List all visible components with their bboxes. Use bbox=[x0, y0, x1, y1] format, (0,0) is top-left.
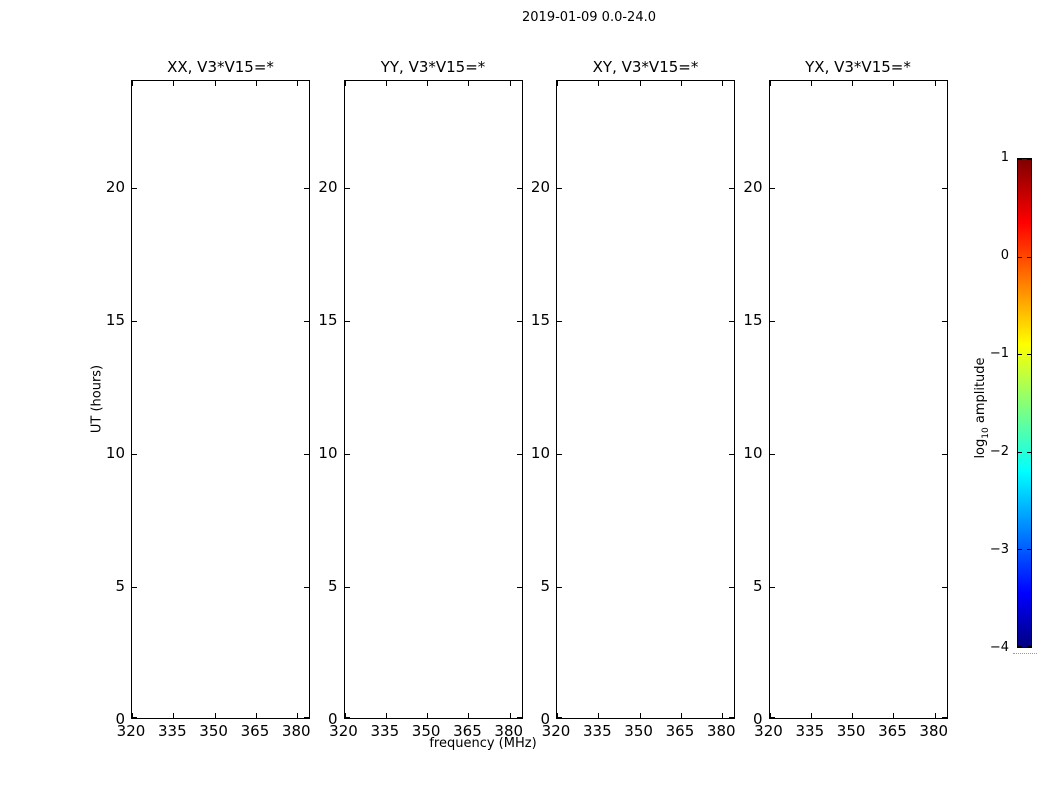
x-axis-label: frequency (MHz) bbox=[429, 736, 537, 751]
x-tick-mark bbox=[468, 713, 469, 718]
x-tick-label: 335 bbox=[157, 722, 187, 740]
colorbar-tick-label: 1 bbox=[1000, 150, 1009, 165]
y-tick-mark bbox=[770, 717, 775, 718]
colorbar-tick-label: −2 bbox=[989, 444, 1009, 459]
colorbar-tick-label: −4 bbox=[989, 640, 1009, 655]
x-tick-mark bbox=[468, 81, 469, 86]
colorbar-tick-mark bbox=[1018, 354, 1022, 355]
y-tick-label: 10 bbox=[318, 443, 338, 462]
x-tick-mark bbox=[811, 81, 812, 86]
colorbar-label-suffix: amplitude bbox=[973, 357, 989, 428]
x-tick-label: 320 bbox=[541, 722, 571, 740]
colorbar-tick-mark bbox=[1027, 452, 1031, 453]
colorbar-tick-label: 0 bbox=[1000, 248, 1009, 263]
figure-title: 2019-01-09 0.0-24.0 bbox=[522, 10, 656, 25]
x-tick-mark bbox=[722, 81, 723, 86]
y-tick-mark bbox=[132, 188, 137, 189]
x-tick-mark bbox=[386, 81, 387, 86]
colorbar-tick-mark bbox=[1027, 549, 1031, 550]
x-tick-mark bbox=[510, 81, 511, 86]
x-tick-label: 380 bbox=[919, 722, 949, 740]
x-tick-label: 365 bbox=[453, 722, 482, 740]
y-tick-mark bbox=[557, 188, 562, 189]
x-tick-label: 320 bbox=[329, 722, 358, 740]
y-tick-mark bbox=[345, 454, 350, 455]
y-tick-mark bbox=[132, 717, 137, 718]
x-tick-label: 380 bbox=[494, 722, 524, 740]
y-tick-label: 5 bbox=[540, 576, 550, 595]
subplot-yx bbox=[769, 58, 948, 719]
x-tick-mark bbox=[681, 713, 682, 718]
subplot-yy-title: YY, V3*V15=* bbox=[380, 58, 486, 76]
y-tick-label: 10 bbox=[105, 443, 125, 462]
x-tick-mark bbox=[345, 81, 346, 86]
colorbar-tick-mark bbox=[1018, 646, 1022, 647]
x-tick-mark bbox=[256, 81, 257, 86]
y-tick-label: 10 bbox=[530, 443, 550, 462]
x-tick-label: 380 bbox=[281, 722, 311, 740]
colorbar-tick-mark bbox=[1018, 159, 1022, 160]
x-tick-mark bbox=[852, 713, 853, 718]
y-tick-mark bbox=[132, 321, 137, 322]
y-tick-label: 15 bbox=[530, 310, 550, 329]
colorbar bbox=[1017, 158, 1032, 648]
x-tick-label: 380 bbox=[706, 722, 736, 740]
y-tick-label: 0 bbox=[752, 710, 763, 728]
subplot-yx-title: YX, V3*V15=* bbox=[805, 58, 911, 76]
x-tick-label: 350 bbox=[624, 722, 653, 740]
y-tick-mark bbox=[345, 587, 350, 588]
y-tick-mark bbox=[557, 454, 562, 455]
y-tick-label: 5 bbox=[115, 576, 125, 595]
x-tick-label: 350 bbox=[836, 722, 866, 740]
y-tick-label: 15 bbox=[743, 310, 763, 329]
colorbar-tick-mark bbox=[1018, 452, 1022, 453]
x-tick-label: 320 bbox=[754, 722, 783, 740]
y-tick-mark bbox=[557, 321, 562, 322]
y-tick-mark bbox=[557, 587, 562, 588]
colorbar-tick-mark bbox=[1018, 257, 1022, 258]
x-tick-mark bbox=[852, 81, 853, 86]
y-tick-label: 15 bbox=[318, 310, 338, 329]
x-tick-mark bbox=[173, 81, 174, 86]
x-tick-label: 365 bbox=[665, 722, 695, 740]
x-tick-mark bbox=[893, 713, 894, 718]
y-tick-mark bbox=[345, 321, 350, 322]
x-tick-mark bbox=[557, 81, 558, 86]
x-tick-mark bbox=[640, 81, 641, 86]
x-tick-mark bbox=[386, 713, 387, 718]
colorbar-tick-mark bbox=[1027, 354, 1031, 355]
y-tick-label: 0 bbox=[115, 710, 125, 728]
y-tick-label: 10 bbox=[743, 443, 763, 462]
y-tick-mark bbox=[132, 587, 137, 588]
y-tick-mark bbox=[942, 587, 947, 588]
colorbar-tick-label: −3 bbox=[989, 542, 1009, 557]
x-tick-mark bbox=[640, 713, 641, 718]
y-tick-mark bbox=[345, 188, 350, 189]
y-tick-mark bbox=[942, 321, 947, 322]
subplot-xx bbox=[131, 58, 310, 719]
x-tick-mark bbox=[598, 81, 599, 86]
x-tick-mark bbox=[893, 81, 894, 86]
y-tick-mark bbox=[942, 717, 947, 718]
x-tick-mark bbox=[770, 81, 771, 86]
x-tick-label: 335 bbox=[795, 722, 825, 740]
y-tick-label: 5 bbox=[752, 576, 763, 595]
subplot-xx-title: XX, V3*V15=* bbox=[167, 58, 274, 76]
y-tick-mark bbox=[770, 321, 775, 322]
x-tick-label: 365 bbox=[240, 722, 270, 740]
y-tick-mark bbox=[132, 454, 137, 455]
y-tick-label: 20 bbox=[743, 177, 763, 196]
colorbar-bottom-dots bbox=[1013, 653, 1037, 654]
x-tick-mark bbox=[256, 713, 257, 718]
x-tick-mark bbox=[427, 81, 428, 86]
y-tick-mark bbox=[557, 717, 562, 718]
y-tick-label: 0 bbox=[540, 710, 550, 728]
y-tick-label: 5 bbox=[327, 576, 338, 595]
x-tick-mark bbox=[935, 81, 936, 86]
x-tick-label: 350 bbox=[411, 722, 441, 740]
y-tick-mark bbox=[942, 454, 947, 455]
colorbar-tick-mark bbox=[1027, 159, 1031, 160]
colorbar-tick-mark bbox=[1027, 646, 1031, 647]
y-axis-label: UT (hours) bbox=[89, 364, 105, 434]
x-tick-mark bbox=[427, 713, 428, 718]
y-tick-label: 20 bbox=[318, 177, 338, 196]
x-tick-mark bbox=[215, 713, 216, 718]
subplot-xy bbox=[556, 58, 735, 719]
x-tick-mark bbox=[598, 713, 599, 718]
x-tick-label: 335 bbox=[582, 722, 612, 740]
y-tick-mark bbox=[770, 454, 775, 455]
y-tick-label: 20 bbox=[105, 177, 125, 196]
subplot-xy-title: XY, V3*V15=* bbox=[592, 58, 699, 76]
subplot-yy bbox=[344, 58, 523, 719]
x-tick-mark bbox=[215, 81, 216, 86]
y-tick-mark bbox=[770, 587, 775, 588]
colorbar-tick-label: −1 bbox=[989, 346, 1009, 361]
x-tick-mark bbox=[132, 81, 133, 86]
colorbar-label-prefix: log bbox=[973, 438, 989, 459]
y-tick-label: 15 bbox=[105, 310, 125, 329]
colorbar-tick-mark bbox=[1027, 257, 1031, 258]
x-tick-mark bbox=[681, 81, 682, 86]
y-tick-mark bbox=[345, 717, 350, 718]
x-tick-mark bbox=[935, 713, 936, 718]
y-tick-mark bbox=[770, 188, 775, 189]
x-tick-label: 350 bbox=[199, 722, 228, 740]
y-tick-label: 20 bbox=[530, 177, 550, 196]
colorbar-tick-mark bbox=[1018, 549, 1022, 550]
x-tick-mark bbox=[811, 713, 812, 718]
x-tick-label: 365 bbox=[878, 722, 907, 740]
x-tick-label: 320 bbox=[116, 722, 146, 740]
y-tick-label: 0 bbox=[327, 710, 338, 728]
colorbar-label-subscript: 10 bbox=[980, 427, 991, 439]
x-tick-mark bbox=[173, 713, 174, 718]
y-tick-mark bbox=[942, 188, 947, 189]
x-tick-label: 335 bbox=[370, 722, 400, 740]
x-tick-mark bbox=[297, 81, 298, 86]
